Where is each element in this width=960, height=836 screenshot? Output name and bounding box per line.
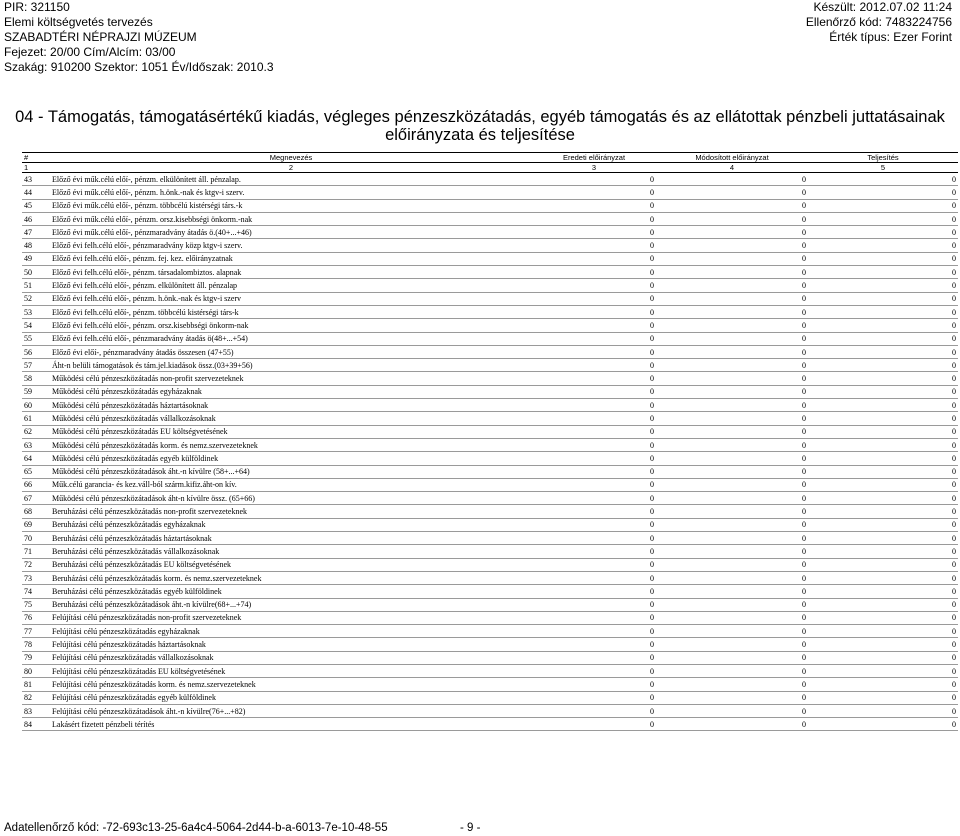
col-header-original: Eredeti előirányzat: [532, 153, 656, 163]
column-number-row: [22, 163, 958, 173]
row-number: 81: [22, 678, 50, 691]
row-number: 44: [22, 186, 50, 199]
row-performance-value: 0: [808, 545, 958, 558]
row-description: Beruházási célú pénzeszközátadás egyéb külföldinek: [50, 585, 532, 598]
row-description: Felújítási célú pénzeszközátadás vállalkozásoknak: [50, 651, 532, 664]
row-performance-value: 0: [808, 704, 958, 717]
row-modified-value: 0: [656, 399, 808, 412]
row-description: Működési célú pénzeszközátadás vállalkozásoknak: [50, 412, 532, 425]
row-description: Műk.célú garancia- és kez.váll-ból szárm.kifiz.áht-on kív.: [50, 478, 532, 491]
table-row: [22, 585, 958, 598]
table-row: [22, 438, 958, 451]
row-original-value: 0: [532, 252, 656, 265]
row-original-value: 0: [532, 399, 656, 412]
row-original-value: 0: [532, 385, 656, 398]
row-original-value: 0: [532, 718, 656, 731]
row-modified-value: 0: [656, 585, 808, 598]
table-row: [22, 478, 958, 491]
row-number: 56: [22, 345, 50, 358]
row-number: 79: [22, 651, 50, 664]
row-performance-value: 0: [808, 518, 958, 531]
row-number: 66: [22, 478, 50, 491]
row-modified-value: 0: [656, 465, 808, 478]
row-number: 68: [22, 505, 50, 518]
row-description: Beruházási célú pénzeszközátadás egyházaknak: [50, 518, 532, 531]
row-performance-value: 0: [808, 252, 958, 265]
table-row: [22, 545, 958, 558]
row-original-value: 0: [532, 465, 656, 478]
row-performance-value: 0: [808, 319, 958, 332]
table-row: [22, 718, 958, 731]
row-number: 65: [22, 465, 50, 478]
row-performance-value: 0: [808, 585, 958, 598]
row-number: 83: [22, 704, 50, 717]
row-performance-value: 0: [808, 372, 958, 385]
row-original-value: 0: [532, 332, 656, 345]
row-modified-value: 0: [656, 252, 808, 265]
row-modified-value: 0: [656, 279, 808, 292]
table-row: [22, 186, 958, 199]
row-description: Működési célú pénzeszközátadás egyéb külföldinek: [50, 452, 532, 465]
page-number: - 9 -: [460, 822, 481, 834]
row-modified-value: 0: [656, 239, 808, 252]
row-description: Működési célú pénzeszközátadás non-profit szervezeteknek: [50, 372, 532, 385]
row-original-value: 0: [532, 292, 656, 305]
row-description: Beruházási célú pénzeszközátadás non-profit szervezeteknek: [50, 505, 532, 518]
table-row: [22, 199, 958, 212]
row-original-value: 0: [532, 412, 656, 425]
table-row: [22, 625, 958, 638]
row-performance-value: 0: [808, 465, 958, 478]
row-original-value: 0: [532, 664, 656, 677]
table-row: [22, 266, 958, 279]
row-modified-value: 0: [656, 478, 808, 491]
row-description: Előző évi műk.célú előí-, pénzm. többcélú kistérségi társ.-k: [50, 199, 532, 212]
row-modified-value: 0: [656, 438, 808, 451]
row-number: 74: [22, 585, 50, 598]
row-description: Előző évi előí-, pénzmaradvány átadás összesen (47+55): [50, 345, 532, 358]
row-description: Előző évi felh.célú előí-, pénzm. fej. kez. előirányzatnak: [50, 252, 532, 265]
row-description: Áht-n belüli támogatások és tám.jel.kiadások össz.(03+39+56): [50, 359, 532, 372]
table-row: [22, 638, 958, 651]
row-modified-value: 0: [656, 345, 808, 358]
table-row: [22, 226, 958, 239]
row-performance-value: 0: [808, 691, 958, 704]
row-original-value: 0: [532, 492, 656, 505]
row-description: Előző évi felh.célú előí-, pénzm. elkülönített áll. pénzalap: [50, 279, 532, 292]
row-modified-value: 0: [656, 651, 808, 664]
row-performance-value: 0: [808, 558, 958, 571]
row-original-value: 0: [532, 558, 656, 571]
row-original-value: 0: [532, 305, 656, 318]
row-modified-value: 0: [656, 518, 808, 531]
table-row: [22, 571, 958, 584]
row-performance-value: 0: [808, 664, 958, 677]
row-performance-value: 0: [808, 611, 958, 624]
row-number: 69: [22, 518, 50, 531]
row-number: 73: [22, 571, 50, 584]
row-number: 63: [22, 438, 50, 451]
row-modified-value: 0: [656, 638, 808, 651]
row-description: Felújítási célú pénzeszközátadás egyházaknak: [50, 625, 532, 638]
row-performance-value: 0: [808, 359, 958, 372]
row-original-value: 0: [532, 359, 656, 372]
row-modified-value: 0: [656, 199, 808, 212]
table-row: [22, 704, 958, 717]
row-original-value: 0: [532, 173, 656, 186]
col-header-modified: Módosított előirányzat: [656, 153, 808, 163]
row-modified-value: 0: [656, 558, 808, 571]
report-type-line: Elemi költségvetés tervezés: [4, 15, 153, 29]
row-number: 53: [22, 305, 50, 318]
row-number: 67: [22, 492, 50, 505]
col-header-desc: Megnevezés: [50, 153, 532, 163]
row-original-value: 0: [532, 226, 656, 239]
row-original-value: 0: [532, 638, 656, 651]
table-row: [22, 425, 958, 438]
row-modified-value: 0: [656, 704, 808, 717]
row-performance-value: 0: [808, 266, 958, 279]
row-number: 62: [22, 425, 50, 438]
row-description: Előző évi felh.célú előí-, pénzmaradvány átadás ö(48+...+54): [50, 332, 532, 345]
row-original-value: 0: [532, 438, 656, 451]
row-number: 70: [22, 532, 50, 545]
col-header-performance: Teljesítés: [808, 153, 958, 163]
row-original-value: 0: [532, 212, 656, 225]
table-row: [22, 399, 958, 412]
row-number: 59: [22, 385, 50, 398]
table-row: [22, 359, 958, 372]
row-number: 82: [22, 691, 50, 704]
row-modified-value: 0: [656, 571, 808, 584]
row-performance-value: 0: [808, 452, 958, 465]
row-number: 47: [22, 226, 50, 239]
row-performance-value: 0: [808, 199, 958, 212]
table-row: [22, 664, 958, 677]
row-description: Felújítási célú pénzeszközátadás egyéb külföldinek: [50, 691, 532, 704]
title-line-2: előirányzata és teljesítése: [385, 126, 575, 144]
chapter-title-line: Fejezet: 20/00 Cím/Alcím: 03/00: [4, 45, 176, 59]
created-timestamp: Készült: 2012.07.02 11:24: [813, 0, 952, 14]
row-number: 48: [22, 239, 50, 252]
row-number: 77: [22, 625, 50, 638]
row-number: 51: [22, 279, 50, 292]
table-row: [22, 332, 958, 345]
table-row: [22, 292, 958, 305]
row-original-value: 0: [532, 425, 656, 438]
row-original-value: 0: [532, 691, 656, 704]
row-performance-value: 0: [808, 532, 958, 545]
row-number: 50: [22, 266, 50, 279]
row-modified-value: 0: [656, 678, 808, 691]
row-original-value: 0: [532, 625, 656, 638]
row-description: Előző évi műk.célú előí-, pénzm. h.önk.-nak és ktgv-i szerv.: [50, 186, 532, 199]
row-original-value: 0: [532, 186, 656, 199]
row-performance-value: 0: [808, 478, 958, 491]
row-performance-value: 0: [808, 718, 958, 731]
table-row: [22, 492, 958, 505]
row-number: 71: [22, 545, 50, 558]
col-number-5: 5: [808, 163, 958, 173]
table-row: [22, 305, 958, 318]
row-modified-value: 0: [656, 359, 808, 372]
row-performance-value: 0: [808, 332, 958, 345]
row-number: 64: [22, 452, 50, 465]
row-modified-value: 0: [656, 412, 808, 425]
table-row: [22, 518, 958, 531]
row-original-value: 0: [532, 266, 656, 279]
row-number: 80: [22, 664, 50, 677]
row-number: 54: [22, 319, 50, 332]
row-performance-value: 0: [808, 505, 958, 518]
table-row: [22, 465, 958, 478]
row-modified-value: 0: [656, 319, 808, 332]
row-performance-value: 0: [808, 173, 958, 186]
row-number: 76: [22, 611, 50, 624]
row-modified-value: 0: [656, 173, 808, 186]
row-performance-value: 0: [808, 226, 958, 239]
row-description: Előző évi felh.célú előí-, pénzm. orsz.kisebbségi önkorm-nak: [50, 319, 532, 332]
row-description: Működési célú pénzeszközátadás korm. és nemz.szervezeteknek: [50, 438, 532, 451]
branch-sector-period-line: Szakág: 910200 Szektor: 1051 Év/Időszak: 2010.3: [4, 60, 274, 74]
row-original-value: 0: [532, 239, 656, 252]
row-original-value: 0: [532, 598, 656, 611]
row-original-value: 0: [532, 651, 656, 664]
row-modified-value: 0: [656, 532, 808, 545]
row-number: 57: [22, 359, 50, 372]
table-row: [22, 345, 958, 358]
row-original-value: 0: [532, 545, 656, 558]
footer-control-code: Adatellenőrző kód: -72-693c13-25-6a4c4-5064-2d44-b-a-6013-7e-10-48-55: [4, 822, 388, 834]
table-header-row: [22, 153, 958, 163]
table-row: [22, 372, 958, 385]
report-header-left: [4, 0, 274, 75]
row-performance-value: 0: [808, 425, 958, 438]
row-description: Beruházási célú pénzeszközátadás EU költségvetésének: [50, 558, 532, 571]
row-description: Lakásért fizetett pénzbeli térítés: [50, 718, 532, 731]
row-performance-value: 0: [808, 305, 958, 318]
row-performance-value: 0: [808, 279, 958, 292]
row-modified-value: 0: [656, 492, 808, 505]
row-number: 45: [22, 199, 50, 212]
row-description: Előző évi műk.célú előí-, pénzmaradvány átadás ö.(40+...+46): [50, 226, 532, 239]
row-description: Felújítási célú pénzeszközátadás EU költségvetésének: [50, 664, 532, 677]
pir-line: PIR: 321150: [4, 0, 70, 14]
row-performance-value: 0: [808, 385, 958, 398]
row-original-value: 0: [532, 505, 656, 518]
row-modified-value: 0: [656, 332, 808, 345]
table-row: [22, 173, 958, 186]
table-row: [22, 239, 958, 252]
row-description: Előző évi felh.célú előí-, pénzmaradvány közp ktgv-i szerv.: [50, 239, 532, 252]
row-original-value: 0: [532, 319, 656, 332]
row-performance-value: 0: [808, 399, 958, 412]
row-performance-value: 0: [808, 571, 958, 584]
table-row: [22, 532, 958, 545]
report-header-right: [806, 0, 952, 45]
row-description: Beruházási célú pénzeszközátadás vállalkozásoknak: [50, 545, 532, 558]
table-row: [22, 279, 958, 292]
row-description: Felújítási célú pénzeszközátadás háztartásoknak: [50, 638, 532, 651]
row-original-value: 0: [532, 199, 656, 212]
table-row: [22, 558, 958, 571]
row-modified-value: 0: [656, 598, 808, 611]
table-row: [22, 319, 958, 332]
row-description: Felújítási célú pénzeszközátadás non-profit szervezeteknek: [50, 611, 532, 624]
row-performance-value: 0: [808, 438, 958, 451]
row-original-value: 0: [532, 345, 656, 358]
row-original-value: 0: [532, 372, 656, 385]
row-modified-value: 0: [656, 305, 808, 318]
table-row: [22, 678, 958, 691]
row-original-value: 0: [532, 571, 656, 584]
row-number: 58: [22, 372, 50, 385]
table-row: [22, 611, 958, 624]
row-description: Előző évi felh.célú előí-, pénzm. társadalombiztos. alapnak: [50, 266, 532, 279]
control-code: Ellenőrző kód: 7483224756: [805, 15, 952, 29]
row-description: Előző évi felh.célú előí-, pénzm. többcélú kistérségi társ-k: [50, 305, 532, 318]
row-original-value: 0: [532, 518, 656, 531]
title-line-1: 04 - Támogatás, támogatásértékű kiadás, végleges pénzeszközátadás, egyéb támogatás és az ellátottak pénzbeli juttatásainak: [15, 108, 945, 126]
row-description: Előző évi felh.célú előí-, pénzm. h.önk.-nak és ktgv-i szerv: [50, 292, 532, 305]
row-modified-value: 0: [656, 505, 808, 518]
row-original-value: 0: [532, 704, 656, 717]
row-number: 52: [22, 292, 50, 305]
row-description: Működési célú pénzeszközátadás EU költségvetésének: [50, 425, 532, 438]
row-modified-value: 0: [656, 425, 808, 438]
row-description: Előző évi műk.célú előí-, pénzm. orsz.kisebbségi önkorm.-nak: [50, 212, 532, 225]
row-original-value: 0: [532, 279, 656, 292]
row-description: Beruházási célú pénzeszközátadás háztartásoknak: [50, 532, 532, 545]
row-modified-value: 0: [656, 186, 808, 199]
table-row: [22, 505, 958, 518]
institution-name: SZABADTÉRI NÉPRAJZI MÚZEUM: [4, 30, 197, 44]
row-performance-value: 0: [808, 598, 958, 611]
table-row: [22, 598, 958, 611]
row-modified-value: 0: [656, 545, 808, 558]
row-performance-value: 0: [808, 678, 958, 691]
row-description: Előző évi műk.célú előí-, pénzm. elkülönített áll. pénzalap.: [50, 173, 532, 186]
row-modified-value: 0: [656, 691, 808, 704]
row-description: Működési célú pénzeszközátadás egyházaknak: [50, 385, 532, 398]
row-modified-value: 0: [656, 226, 808, 239]
row-modified-value: 0: [656, 266, 808, 279]
row-description: Működési célú pénzeszközátadások áht.-n kívülre (58+...+64): [50, 465, 532, 478]
row-modified-value: 0: [656, 372, 808, 385]
row-modified-value: 0: [656, 664, 808, 677]
row-number: 60: [22, 399, 50, 412]
row-original-value: 0: [532, 611, 656, 624]
row-description: Beruházási célú pénzeszközátadás korm. és nemz.szervezeteknek: [50, 571, 532, 584]
row-number: 43: [22, 173, 50, 186]
row-performance-value: 0: [808, 638, 958, 651]
table-row: [22, 252, 958, 265]
row-number: 72: [22, 558, 50, 571]
row-number: 75: [22, 598, 50, 611]
page-title: [0, 108, 960, 144]
row-number: 84: [22, 718, 50, 731]
row-modified-value: 0: [656, 452, 808, 465]
row-description: Felújítási célú pénzeszközátadások áht.-n kívülre(76+...+82): [50, 704, 532, 717]
row-performance-value: 0: [808, 186, 958, 199]
row-performance-value: 0: [808, 412, 958, 425]
row-modified-value: 0: [656, 625, 808, 638]
row-number: 49: [22, 252, 50, 265]
table-row: [22, 452, 958, 465]
row-original-value: 0: [532, 585, 656, 598]
table-row: [22, 412, 958, 425]
row-description: Felújítási célú pénzeszközátadás korm. és nemz.szervezeteknek: [50, 678, 532, 691]
row-performance-value: 0: [808, 345, 958, 358]
table-row: [22, 212, 958, 225]
row-number: 46: [22, 212, 50, 225]
row-modified-value: 0: [656, 385, 808, 398]
row-modified-value: 0: [656, 292, 808, 305]
row-performance-value: 0: [808, 492, 958, 505]
row-modified-value: 0: [656, 212, 808, 225]
row-description: Működési célú pénzeszközátadás háztartásoknak: [50, 399, 532, 412]
table-row: [22, 651, 958, 664]
row-performance-value: 0: [808, 212, 958, 225]
row-modified-value: 0: [656, 718, 808, 731]
col-number-1: 1: [22, 163, 50, 173]
value-type: Érték típus: Ezer Forint: [829, 30, 952, 44]
table-row: [22, 385, 958, 398]
row-original-value: 0: [532, 532, 656, 545]
row-original-value: 0: [532, 678, 656, 691]
col-number-2: 2: [50, 163, 532, 173]
row-performance-value: 0: [808, 292, 958, 305]
budget-table: [22, 152, 958, 731]
row-modified-value: 0: [656, 611, 808, 624]
row-number: 78: [22, 638, 50, 651]
row-original-value: 0: [532, 478, 656, 491]
col-number-3: 3: [532, 163, 656, 173]
row-number: 61: [22, 412, 50, 425]
col-header-num: #: [22, 153, 50, 163]
table-row: [22, 691, 958, 704]
row-performance-value: 0: [808, 651, 958, 664]
row-original-value: 0: [532, 452, 656, 465]
row-performance-value: 0: [808, 625, 958, 638]
row-number: 55: [22, 332, 50, 345]
row-description: Működési célú pénzeszközátadások áht-n kívülre össz. (65+66): [50, 492, 532, 505]
row-description: Beruházási célú pénzeszközátadások áht.-n kívülre(68+...+74): [50, 598, 532, 611]
col-number-4: 4: [656, 163, 808, 173]
row-performance-value: 0: [808, 239, 958, 252]
